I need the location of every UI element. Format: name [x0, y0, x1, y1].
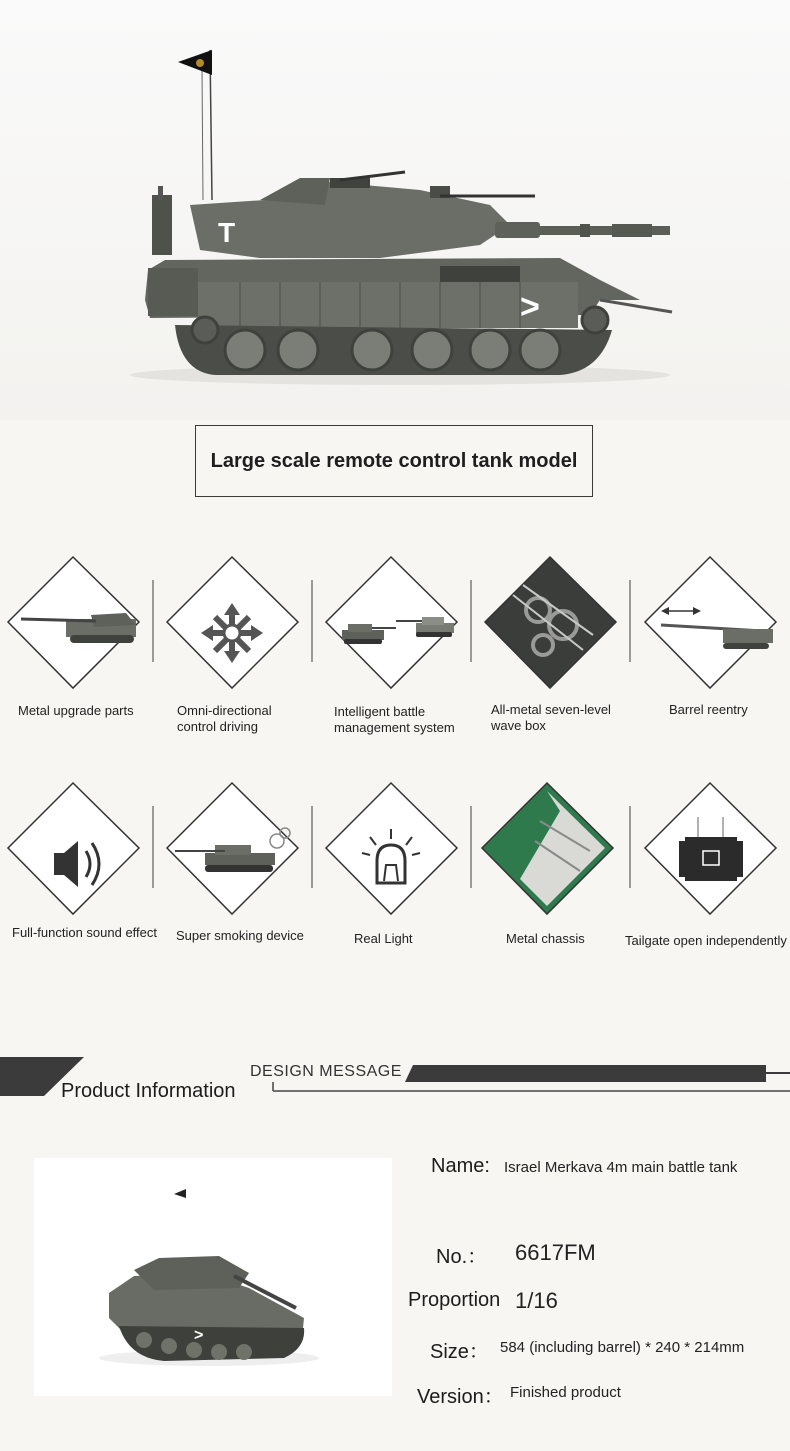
product-photo: [34, 1158, 392, 1396]
feature-label: Barrel reentry: [669, 702, 748, 717]
hero-tank-image: [0, 0, 790, 420]
tailgate-icon: [643, 781, 778, 916]
turret-mark: T: [218, 217, 236, 248]
feature-divider: [311, 580, 313, 662]
speaker-icon: [6, 781, 141, 916]
gearbox-photo-icon: [483, 555, 618, 690]
feature-divider: [311, 806, 313, 888]
feature-label: Metal upgrade parts: [18, 703, 134, 718]
proportion-value: 1/16: [515, 1288, 558, 1313]
light-bulb-icon: [324, 781, 459, 916]
barrel-recoil-icon: [643, 555, 778, 690]
metal-chassis-photo-icon: [480, 781, 615, 916]
name-value: Israel Merkava 4m main battle tank: [504, 1159, 738, 1176]
headline-box: [195, 425, 593, 497]
size-key: Size：: [430, 1341, 489, 1363]
design-message-tag: DESIGN MESSAGE: [250, 1063, 402, 1080]
headline-text: Large scale remote control tank model: [210, 449, 578, 472]
two-tanks-battle-icon: [324, 555, 459, 690]
feature-label: Super smoking device: [176, 928, 304, 943]
feature-divider: [629, 806, 631, 888]
feature-label: Intelligent battle management system: [334, 704, 455, 735]
hull-mark: >: [520, 288, 540, 326]
feature-label: Full-function sound effect: [12, 925, 158, 940]
feature-divider: [152, 580, 154, 662]
feature-divider: [470, 580, 472, 662]
version-value: Finished product: [510, 1384, 621, 1401]
feature-divider: [470, 806, 472, 888]
feature-divider: [152, 806, 154, 888]
section-title: Product Information: [61, 1080, 236, 1102]
photo-hull-mark: >: [194, 1327, 204, 1344]
tank-side-icon: [6, 555, 141, 690]
size-value: 584 (including barrel) * 240 * 214mm: [500, 1339, 745, 1356]
feature-label: All-metal seven-level wave box: [491, 702, 611, 733]
omni-direction-arrows-icon: [165, 555, 300, 690]
version-key: Version：: [417, 1386, 504, 1408]
feature-divider: [629, 580, 631, 662]
feature-label: Real Light: [354, 931, 413, 946]
name-key: Name:: [431, 1155, 490, 1177]
no-key: No.：: [436, 1246, 488, 1268]
smoking-tank-icon: [165, 781, 300, 916]
feature-label: Metal chassis: [506, 931, 585, 946]
feature-label: Tailgate open independently: [625, 933, 787, 948]
no-value: 6617FM: [515, 1240, 596, 1265]
feature-label: Omni-directional control driving: [177, 703, 272, 734]
proportion-key: Proportion: [408, 1289, 501, 1311]
